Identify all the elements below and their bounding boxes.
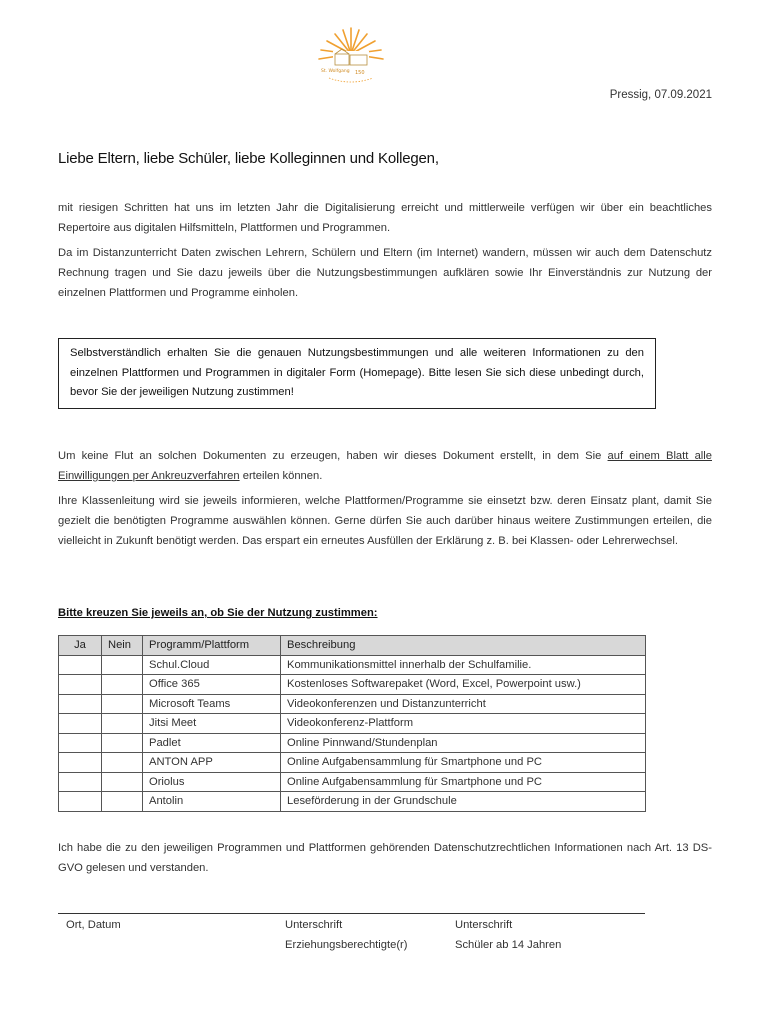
table-row [59, 675, 646, 695]
table-row [59, 694, 646, 714]
program-name: Schul.Cloud [143, 655, 281, 675]
parent-signature-role: Erziehungsberechtigte(r) [285, 939, 408, 951]
program-name: Oriolus [143, 772, 281, 792]
school-logo [313, 24, 389, 86]
checkbox-nein-microsoft-teams[interactable] [102, 694, 143, 714]
checkbox-ja-jitsi-meet[interactable] [59, 714, 102, 734]
table-row [59, 792, 646, 812]
intro-paragraph: mit riesigen Schritten hat uns im letzten Jahr die Digitalisierung erreicht und mittlerweile verfügen wir über ein beachtliches Repertoire aus digitalen Hilfsmitteln, Plattformen und Programmen. [58, 202, 712, 234]
checkbox-ja-office-365[interactable] [59, 675, 102, 695]
class-teacher-paragraph: Ihre Klassenleitung wird sie jeweils informieren, welche Plattformen/Programme sie einsetzt bzw. deren Einsatz plant, damit Sie gezielt die benötigten Programme auswählen können. Gerne dürfen Sie auch darüber hinaus weitere Zustimmungen erteilen, die vielleicht in Zukunft benötigt werden. Das erspart ein erneutes Ausfüllen der Erklärung z. B. bei Klassen- oder Lehrerwechsel. [58, 495, 712, 547]
checkbox-ja-schul-cloud[interactable] [59, 655, 102, 675]
parent-signature-label: Unterschrift [285, 919, 343, 931]
checkbox-ja-antolin[interactable] [59, 792, 102, 812]
program-name: Antolin [143, 792, 281, 812]
checkbox-ja-microsoft-teams[interactable] [59, 694, 102, 714]
table-row [59, 772, 646, 792]
consent-table-header-row [59, 636, 646, 656]
checkbox-ja-oriolus[interactable] [59, 772, 102, 792]
acknowledgement-paragraph: Ich habe die zu den jeweiligen Programmen und Plattformen gehörenden Datenschutzrechtlichen Informationen nach Art. 13 DS-GVO gelesen und verstanden. [58, 842, 712, 874]
signature-student [455, 915, 561, 955]
program-description: Leseförderung in der Grundschule [281, 792, 646, 812]
logo-banner-text: St. Wolfgang [321, 69, 350, 74]
table-row [59, 655, 646, 675]
program-name: Office 365 [143, 675, 281, 695]
program-description: Online Aufgabensammlung für Smartphone und PC [281, 753, 646, 773]
signature-place-date [66, 915, 121, 935]
program-name: Padlet [143, 733, 281, 753]
column-header-ja: Ja [59, 636, 102, 656]
checkbox-nein-jitsi-meet[interactable] [102, 714, 143, 734]
program-name: Jitsi Meet [143, 714, 281, 734]
program-description: Videokonferenz-Plattform [281, 714, 646, 734]
letter-greeting: Liebe Eltern, liebe Schüler, liebe Kolleginnen und Kollegen, [58, 150, 439, 167]
data-protection-paragraph: Da im Distanzunterricht Daten zwischen Lehrern, Schülern und Eltern (im Internet) wandern, müssen wir auch dem Datenschutz Rechnung tragen und Sie dazu jeweils über die Nutzungsbestimmungen aufklären sowie Ihr Einverständnis zur Nutzung der einzelnen Plattformen und Programme einholen. [58, 247, 712, 299]
signature-line[interactable] [58, 913, 645, 914]
consent-method-paragraph [58, 446, 712, 486]
checkbox-nein-anton-app[interactable] [102, 753, 143, 773]
checkbox-nein-office-365[interactable] [102, 675, 143, 695]
program-description: Kommunikationsmittel innerhalb der Schulfamilie. [281, 655, 646, 675]
consent-method-underlined: auf einem Blatt alle Einwilligungen per Ankreuzverfahren [58, 450, 712, 482]
table-row [59, 753, 646, 773]
column-header-nein: Nein [102, 636, 143, 656]
notice-box: Selbstverständlich erhalten Sie die genauen Nutzungsbestimmungen und alle weiteren Informationen zu den einzelnen Plattformen und Programmen in digitaler Form (Homepage). Bitte lesen Sie sich diese unbedingt durch, bevor Sie der jeweiligen Nutzung zustimmen! [58, 338, 656, 409]
place-date-label: Ort, Datum [66, 919, 121, 931]
table-row [59, 733, 646, 753]
program-description: Videokonferenzen und Distanzunterricht [281, 694, 646, 714]
program-description: Online Pinnwand/Stundenplan [281, 733, 646, 753]
program-description: Online Aufgabensammlung für Smartphone und PC [281, 772, 646, 792]
column-header-description: Beschreibung [281, 636, 646, 656]
signature-parent [285, 915, 408, 955]
table-row [59, 714, 646, 734]
checkbox-nein-antolin[interactable] [102, 792, 143, 812]
program-name: Microsoft Teams [143, 694, 281, 714]
program-description: Kostenloses Softwarepaket (Word, Excel, Powerpoint usw.) [281, 675, 646, 695]
checkbox-nein-oriolus[interactable] [102, 772, 143, 792]
student-signature-label: Unterschrift [455, 919, 513, 931]
consent-method-text-after: erteilen können. [239, 470, 323, 482]
checkbox-ja-padlet[interactable] [59, 733, 102, 753]
student-signature-role: Schüler ab 14 Jahren [455, 939, 562, 951]
consent-table [58, 635, 646, 812]
logo-year-text: 150 [355, 70, 365, 76]
checkbox-nein-schul-cloud[interactable] [102, 655, 143, 675]
program-name: ANTON APP [143, 753, 281, 773]
column-header-program: Programm/Plattform [143, 636, 281, 656]
consent-method-text-before: Um keine Flut an solchen Dokumenten zu erzeugen, haben wir dieses Dokument erstellt, in dem Sie [58, 450, 608, 462]
checkbox-nein-padlet[interactable] [102, 733, 143, 753]
checkbox-ja-anton-app[interactable] [59, 753, 102, 773]
letter-date: Pressig, 07.09.2021 [609, 89, 712, 101]
consent-table-heading: Bitte kreuzen Sie jeweils an, ob Sie der Nutzung zustimmen: [58, 607, 378, 619]
